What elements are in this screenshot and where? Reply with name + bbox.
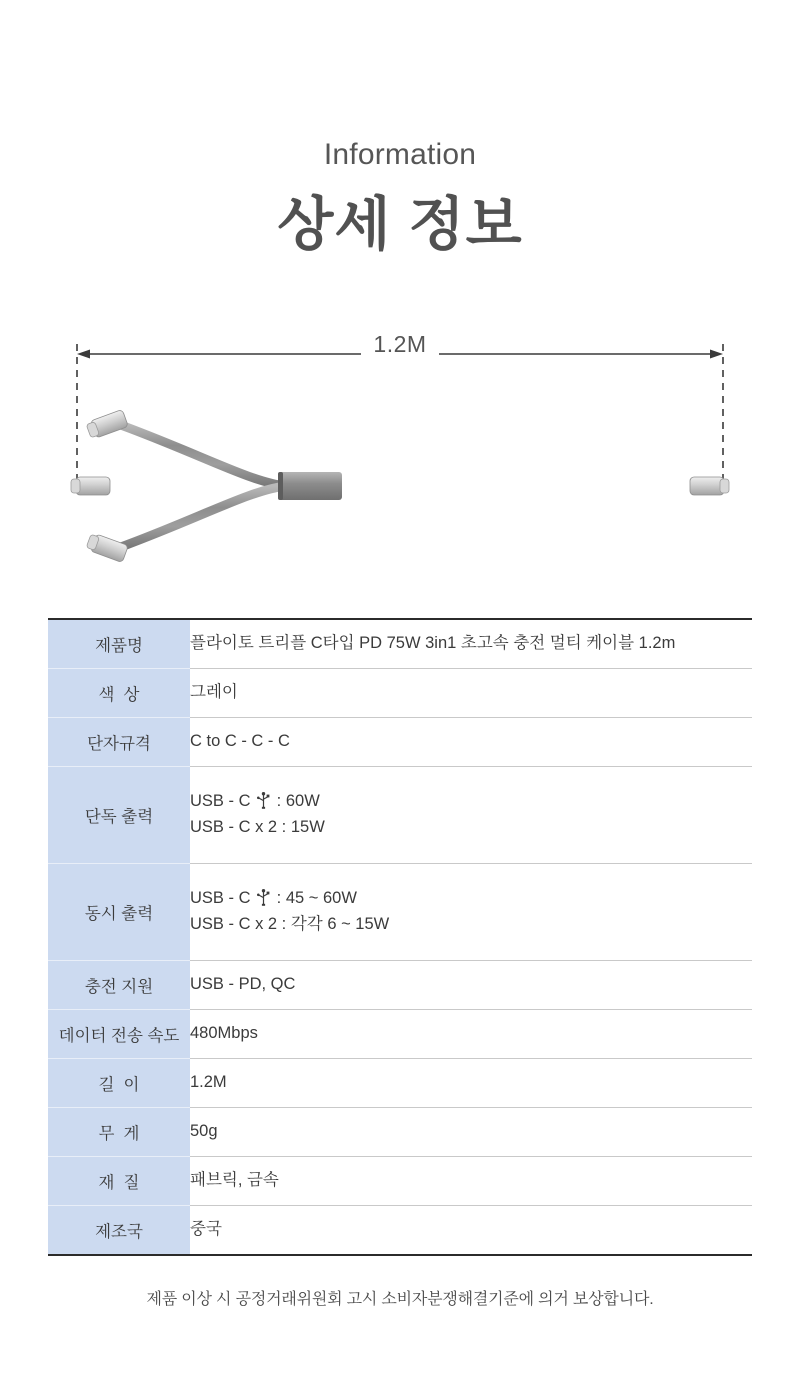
cable-junction-block: [278, 472, 342, 500]
spec-label: 재질: [98, 1174, 149, 1192]
cable-dimension-diagram: [50, 326, 750, 566]
spec-value-cell: [190, 1157, 752, 1206]
table-row: [48, 1059, 752, 1108]
spec-label-cell: [48, 718, 190, 767]
spec-label-cell: [48, 669, 190, 718]
spec-value-cell: [190, 961, 752, 1010]
connector-upper-left: [86, 409, 129, 439]
spec-value: 패브릭, 금속: [190, 1171, 279, 1190]
dimension-label-wrap: [50, 331, 750, 358]
spec-value: 플라이토 트리플 C타입 PD 75W 3in1 초고속 충전 멀티 케이블 1.2m: [190, 634, 676, 653]
spec-label: 제조국: [95, 1223, 143, 1241]
cable-branch-lower: [118, 486, 286, 548]
table-row: [48, 1157, 752, 1206]
spec-value-cell: [190, 1059, 752, 1108]
spec-label-cell: [48, 767, 190, 864]
spec-value: USB - C : 45 ~ 60W: [190, 889, 357, 908]
spec-label: 제품명: [95, 637, 143, 655]
spec-label-cell: [48, 1059, 190, 1108]
spec-value-cell: [190, 718, 752, 767]
spec-label-cell: [48, 1206, 190, 1256]
usb-trident-icon: [257, 792, 270, 809]
connector-center-left: [71, 477, 110, 495]
spec-value-cell: [190, 669, 752, 718]
spec-label: 충전 지원: [84, 978, 154, 996]
cable-junction-collar: [278, 472, 283, 500]
spec-value-cell: [190, 619, 752, 669]
spec-table-wrapper: [48, 618, 752, 1256]
table-row: [48, 619, 752, 669]
spec-label-cell: [48, 1157, 190, 1206]
spec-value: USB - C : 60W: [190, 792, 320, 811]
spec-label: 데이터 전송 속도: [58, 1027, 180, 1045]
table-row: [48, 1206, 752, 1256]
spec-value: 50g: [190, 1122, 218, 1141]
spec-label-cell: [48, 619, 190, 669]
connector-right: [690, 477, 729, 495]
spec-label-cell: [48, 1108, 190, 1157]
spec-label: 색상: [98, 686, 149, 704]
spec-label: 길이: [98, 1076, 149, 1094]
spec-value: USB - C x 2 : 15W: [190, 818, 325, 836]
spec-label-cell: [48, 961, 190, 1010]
table-row: [48, 961, 752, 1010]
dimension-label: 1.2M: [361, 331, 438, 357]
spec-value-cell: [190, 1206, 752, 1256]
table-row: [48, 718, 752, 767]
spec-value-cell: [190, 1108, 752, 1157]
table-row: [48, 669, 752, 718]
spec-label: 동시 출력: [84, 905, 154, 923]
spec-value: 중국: [190, 1220, 222, 1239]
page-title: 상세 정보: [277, 192, 523, 257]
connector-lower-left: [86, 532, 129, 562]
cable-branch-upper: [118, 424, 286, 486]
spec-value: 그레이: [190, 683, 238, 702]
spec-value-cell: [190, 1010, 752, 1059]
spec-label: 단자규격: [87, 735, 151, 753]
spec-value-cell: [190, 767, 752, 864]
spec-label: 단독 출력: [84, 808, 154, 826]
cable-illustration: [50, 326, 750, 566]
spec-label: 무게: [98, 1125, 149, 1143]
table-row: [48, 864, 752, 961]
spec-value: 480Mbps: [190, 1024, 258, 1043]
page-header: [0, 0, 800, 257]
table-row: [48, 767, 752, 864]
usb-trident-icon: [257, 889, 270, 906]
spec-value: USB - PD, QC: [190, 975, 296, 994]
spec-value: 1.2M: [190, 1073, 227, 1092]
spec-label-cell: [48, 1010, 190, 1059]
spec-table: [48, 618, 752, 1256]
page-eyebrow: Information: [323, 138, 477, 171]
table-row: [48, 1108, 752, 1157]
spec-value: USB - C x 2 : 각각 6 ~ 15W: [190, 915, 390, 933]
spec-value: C to C - C - C: [190, 732, 290, 751]
compensation-note: 제품 이상 시 공정거래위원회 고시 소비자분쟁해결기준에 의거 보상합니다.: [146, 1291, 654, 1308]
spec-label-cell: [48, 864, 190, 961]
table-row: [48, 1010, 752, 1059]
spec-value-cell: [190, 864, 752, 961]
